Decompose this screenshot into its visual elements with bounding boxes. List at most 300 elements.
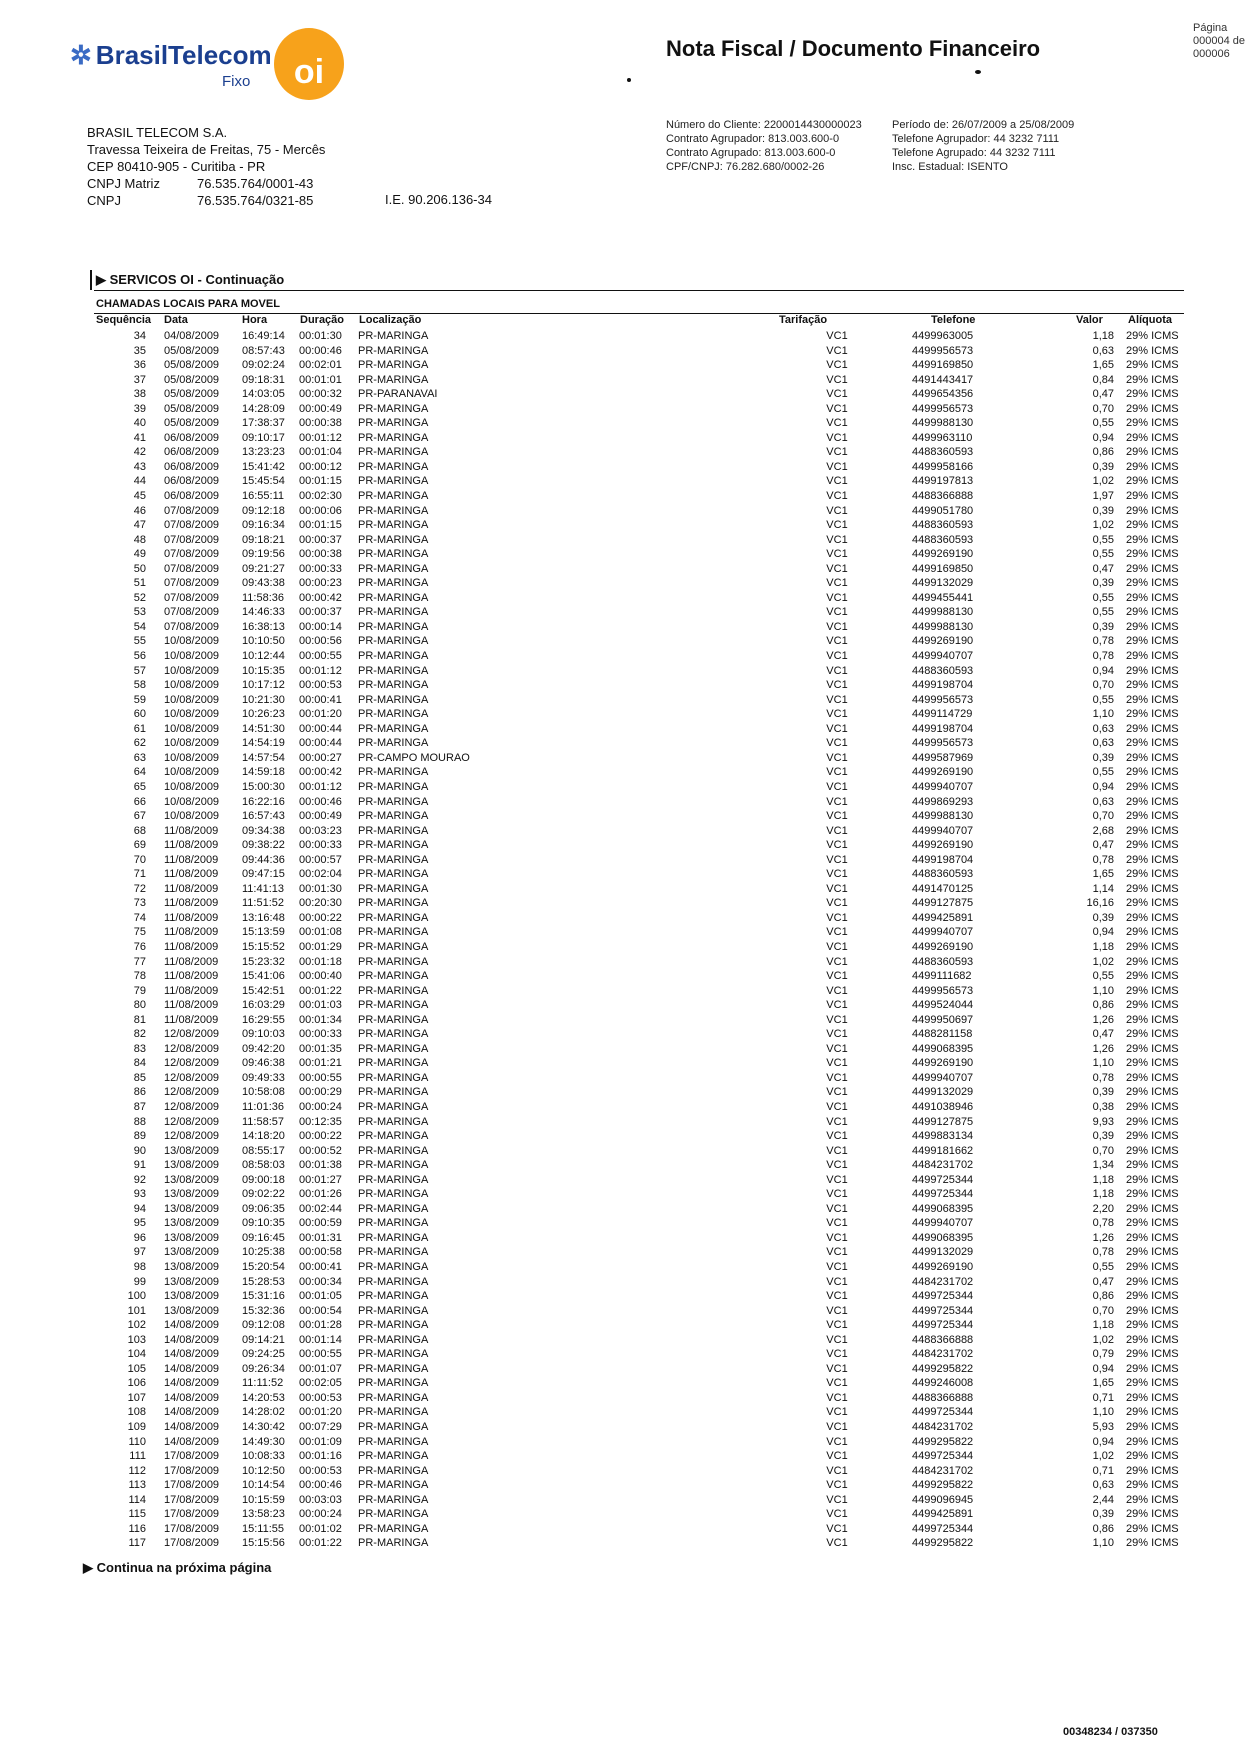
- duration-cell: 00:01:03: [299, 999, 342, 1012]
- tax-cell: 29% ICMS: [1126, 1231, 1179, 1244]
- value-cell: 0,94: [1092, 1435, 1114, 1448]
- column-header-aliquota: Alíquota: [1128, 314, 1172, 326]
- duration-cell: 00:00:55: [299, 650, 342, 663]
- table-row: [94, 1536, 1184, 1551]
- time-cell: 15:41:42: [242, 460, 285, 473]
- location-cell: PR-MARINGA: [358, 868, 429, 881]
- section-bar: [90, 270, 93, 290]
- page-current: 000004 de: [1193, 35, 1245, 47]
- time-cell: 09:02:22: [242, 1188, 285, 1201]
- client-info-left: [666, 118, 862, 174]
- table-row: [94, 765, 1184, 780]
- seq-cell: 92: [133, 1173, 146, 1186]
- value-cell: 1,14: [1092, 882, 1114, 895]
- date-cell: 06/08/2009: [164, 431, 220, 444]
- tax-cell: 29% ICMS: [1126, 330, 1179, 342]
- time-cell: 09:12:08: [242, 1319, 285, 1332]
- tariff-cell: VC1: [826, 490, 848, 503]
- phone-cell: 4488360593: [912, 519, 974, 532]
- value-cell: 0,63: [1092, 344, 1114, 357]
- tariff-cell: VC1: [826, 708, 848, 721]
- tax-cell: 29% ICMS: [1126, 940, 1179, 953]
- seq-cell: 57: [133, 664, 146, 677]
- phone-cell: 4499197813: [912, 475, 974, 488]
- date-cell: 05/08/2009: [164, 359, 220, 372]
- table-row: [94, 533, 1184, 548]
- location-cell: PR-MARINGA: [358, 359, 429, 372]
- tariff-cell: VC1: [826, 1421, 848, 1434]
- table-row: [94, 955, 1184, 970]
- date-cell: 06/08/2009: [164, 460, 220, 473]
- time-cell: 15:45:54: [242, 475, 285, 488]
- location-cell: PR-MARINGA: [358, 533, 429, 546]
- date-cell: 05/08/2009: [164, 402, 220, 415]
- table-row: [94, 1493, 1184, 1508]
- duration-cell: 00:01:15: [299, 519, 342, 532]
- phone-cell: 4499246008: [912, 1377, 974, 1390]
- seq-cell: 109: [127, 1421, 146, 1434]
- tariff-cell: VC1: [826, 810, 848, 823]
- phone-cell: 4499068395: [912, 1042, 974, 1055]
- time-cell: 15:13:59: [242, 926, 285, 939]
- column-header-hora: Hora: [242, 314, 268, 326]
- tax-cell: 29% ICMS: [1126, 431, 1179, 444]
- value-cell: 0,79: [1092, 1348, 1114, 1361]
- duration-cell: 00:00:49: [299, 402, 342, 415]
- location-cell: PR-MARINGA: [358, 955, 429, 968]
- time-cell: 15:23:32: [242, 955, 285, 968]
- date-cell: 07/08/2009: [164, 606, 220, 619]
- table-row: [94, 925, 1184, 940]
- date-cell: 07/08/2009: [164, 504, 220, 517]
- phone-cell: 4499988130: [912, 810, 974, 823]
- time-cell: 16:03:29: [242, 999, 285, 1012]
- value-cell: 0,55: [1092, 1261, 1114, 1273]
- location-cell: PR-MARINGA: [358, 562, 429, 575]
- time-cell: 15:20:54: [242, 1261, 285, 1273]
- tariff-cell: VC1: [826, 635, 848, 648]
- duration-cell: 00:00:40: [299, 970, 342, 983]
- seq-cell: 105: [127, 1362, 146, 1375]
- duration-cell: 00:00:44: [299, 722, 342, 735]
- duration-cell: 00:00:42: [299, 591, 342, 604]
- phone-cell: 4499956573: [912, 737, 974, 750]
- seq-cell: 34: [133, 330, 146, 342]
- duration-cell: 00:01:35: [299, 1042, 342, 1055]
- table-title: CHAMADAS LOCAIS PARA MOVEL: [96, 298, 280, 310]
- phone-cell: 4499295822: [912, 1479, 974, 1492]
- phone-cell: 4499181662: [912, 1144, 974, 1157]
- tax-cell: 29% ICMS: [1126, 1246, 1179, 1259]
- seq-cell: 48: [133, 533, 146, 546]
- table-row: [94, 634, 1184, 649]
- location-cell: PR-MARINGA: [358, 548, 429, 561]
- table-row: [94, 562, 1184, 577]
- duration-cell: 00:00:33: [299, 1028, 342, 1041]
- date-cell: 04/08/2009: [164, 330, 220, 342]
- table-row: [94, 1100, 1184, 1115]
- value-cell: 0,94: [1092, 431, 1114, 444]
- location-cell: PR-MARINGA: [358, 679, 429, 692]
- tax-cell: 29% ICMS: [1126, 548, 1179, 561]
- tariff-cell: VC1: [826, 577, 848, 590]
- value-cell: 0,55: [1092, 606, 1114, 619]
- tariff-cell: VC1: [826, 1202, 848, 1215]
- tax-cell: 29% ICMS: [1126, 1508, 1179, 1521]
- date-cell: 12/08/2009: [164, 1100, 220, 1113]
- seq-cell: 74: [133, 911, 146, 924]
- tariff-cell: VC1: [826, 911, 848, 924]
- time-cell: 09:46:38: [242, 1057, 285, 1070]
- seq-cell: 53: [133, 606, 146, 619]
- seq-cell: 73: [133, 897, 146, 910]
- seq-cell: 42: [133, 446, 146, 459]
- date-cell: 11/08/2009: [164, 897, 219, 910]
- time-cell: 11:58:36: [242, 591, 285, 604]
- seq-cell: 93: [133, 1188, 146, 1201]
- inscricao-estadual: I.E. 90.206.136-34: [385, 192, 492, 207]
- time-cell: 09:26:34: [242, 1362, 285, 1375]
- section-title: ▶ SERVICOS OI - Continuação: [96, 272, 285, 287]
- value-cell: 0,47: [1092, 388, 1114, 401]
- duration-cell: 00:00:38: [299, 548, 342, 561]
- table-row: [94, 940, 1184, 955]
- value-cell: 1,65: [1092, 359, 1114, 372]
- phone-cell: 4499295822: [912, 1537, 974, 1550]
- tax-cell: 29% ICMS: [1126, 620, 1179, 633]
- duration-cell: 00:00:58: [299, 1246, 342, 1259]
- tax-cell: 29% ICMS: [1126, 533, 1179, 546]
- table-row: [94, 1347, 1184, 1362]
- phone-cell: 4484231702: [912, 1421, 974, 1434]
- location-cell: PR-MARINGA: [358, 1479, 429, 1492]
- phone-cell: 4499096945: [912, 1493, 974, 1506]
- location-cell: PR-MARINGA: [358, 1333, 429, 1346]
- tariff-cell: VC1: [826, 868, 848, 881]
- tax-cell: 29% ICMS: [1126, 1261, 1179, 1273]
- time-cell: 15:41:06: [242, 970, 285, 983]
- table-row: [94, 474, 1184, 489]
- tariff-cell: VC1: [826, 1144, 848, 1157]
- table-row: [94, 1115, 1184, 1130]
- location-cell: PR-MARINGA: [358, 1537, 429, 1550]
- time-cell: 09:16:34: [242, 519, 285, 532]
- tax-cell: 29% ICMS: [1126, 1348, 1179, 1361]
- table-row: [94, 1391, 1184, 1406]
- brasil-telecom-logo: [70, 28, 360, 98]
- brand-sub: Fixo: [222, 73, 251, 90]
- seq-cell: 101: [127, 1304, 146, 1317]
- seq-cell: 110: [128, 1435, 146, 1448]
- table-row: [94, 1216, 1184, 1231]
- location-cell: PR-MARINGA: [358, 970, 429, 983]
- tax-cell: 29% ICMS: [1126, 853, 1179, 866]
- location-cell: PR-MARINGA: [358, 460, 429, 473]
- value-cell: 0,86: [1092, 446, 1114, 459]
- tariff-cell: VC1: [826, 373, 848, 386]
- date-cell: 14/08/2009: [164, 1406, 220, 1419]
- duration-cell: 00:01:07: [299, 1362, 342, 1375]
- phone-cell: 4499169850: [912, 359, 974, 372]
- time-cell: 10:26:23: [242, 708, 285, 721]
- phone-cell: 4499269190: [912, 839, 974, 852]
- value-cell: 1,10: [1092, 1057, 1114, 1070]
- tariff-cell: VC1: [826, 1057, 848, 1070]
- page-total: 000006: [1193, 48, 1230, 60]
- tariff-cell: VC1: [826, 780, 848, 793]
- seq-cell: 66: [133, 795, 146, 808]
- date-cell: 12/08/2009: [164, 1042, 220, 1055]
- location-cell: PR-MARINGA: [358, 1100, 429, 1113]
- location-cell: PR-MARINGA: [358, 490, 429, 503]
- duration-cell: 00:00:32: [299, 388, 342, 401]
- cnpj-matriz-row: [87, 175, 325, 192]
- table-row: [94, 431, 1184, 446]
- seq-cell: 86: [133, 1086, 146, 1099]
- table-row: [94, 1085, 1184, 1100]
- duration-cell: 00:01:02: [299, 1522, 342, 1535]
- seq-cell: 67: [133, 810, 146, 823]
- value-cell: 2,20: [1092, 1202, 1114, 1215]
- table-row: [94, 1522, 1184, 1537]
- location-cell: PR-MARINGA: [358, 999, 429, 1012]
- phone-cell: 4499869293: [912, 795, 974, 808]
- phone-cell: 4499963110: [912, 431, 973, 444]
- time-cell: 16:49:14: [242, 330, 285, 342]
- time-cell: 09:06:35: [242, 1202, 285, 1215]
- time-cell: 10:17:12: [242, 679, 285, 692]
- time-cell: 10:58:08: [242, 1086, 285, 1099]
- seq-cell: 46: [133, 504, 146, 517]
- phone-cell: 4488366888: [912, 490, 974, 503]
- tax-cell: 29% ICMS: [1126, 795, 1179, 808]
- phone-cell: 4488281158: [912, 1028, 973, 1041]
- duration-cell: 00:20:30: [299, 897, 342, 910]
- tariff-cell: VC1: [826, 940, 848, 953]
- location-cell: PR-MARINGA: [358, 1115, 429, 1128]
- table-row: [94, 504, 1184, 519]
- value-cell: 1,65: [1092, 1377, 1114, 1390]
- seq-cell: 84: [133, 1057, 146, 1070]
- phone-cell: 4491038946: [912, 1100, 974, 1113]
- location-cell: PR-MARINGA: [358, 1391, 429, 1404]
- date-cell: 05/08/2009: [164, 388, 220, 401]
- location-cell: PR-MARINGA: [358, 1028, 429, 1041]
- time-cell: 14:30:42: [242, 1421, 285, 1434]
- table-row: [94, 1304, 1184, 1319]
- company-name: BRASIL TELECOM S.A.: [87, 125, 228, 140]
- table-row: [94, 416, 1184, 431]
- location-cell: PR-MARINGA: [358, 693, 429, 706]
- tax-cell: 29% ICMS: [1126, 1304, 1179, 1317]
- phone-cell: 4499295822: [912, 1435, 974, 1448]
- tariff-cell: VC1: [826, 839, 848, 852]
- duration-cell: 00:00:41: [299, 1261, 342, 1273]
- value-cell: 0,39: [1092, 504, 1114, 517]
- date-cell: 13/08/2009: [164, 1231, 220, 1244]
- phone-cell: 4499725344: [912, 1290, 974, 1303]
- tax-cell: 29% ICMS: [1126, 882, 1179, 895]
- value-cell: 1,02: [1092, 519, 1114, 532]
- table-row: [94, 445, 1184, 460]
- value-cell: 0,70: [1092, 402, 1114, 415]
- location-cell: PR-MARINGA: [358, 431, 429, 444]
- duration-cell: 00:00:55: [299, 1348, 342, 1361]
- tax-cell: 29% ICMS: [1126, 650, 1179, 663]
- tariff-cell: VC1: [826, 650, 848, 663]
- value-cell: 2,68: [1092, 824, 1114, 837]
- tariff-cell: VC1: [826, 1304, 848, 1317]
- time-cell: 15:32:36: [242, 1304, 285, 1317]
- column-header-valor: Valor: [1076, 314, 1103, 326]
- table-top-rule: [94, 290, 1184, 291]
- phone-cell: 4491470125: [912, 882, 974, 895]
- tariff-cell: VC1: [826, 1377, 848, 1390]
- table-row: [94, 1173, 1184, 1188]
- location-cell: PR-MARINGA: [358, 1013, 429, 1026]
- phone-cell: 4499940707: [912, 1071, 974, 1084]
- value-cell: 1,65: [1092, 868, 1114, 881]
- time-cell: 14:54:19: [242, 737, 285, 750]
- tariff-cell: VC1: [826, 562, 848, 575]
- duration-cell: 00:00:55: [299, 1071, 342, 1084]
- duration-cell: 00:01:12: [299, 431, 342, 444]
- tax-cell: 29% ICMS: [1126, 402, 1179, 415]
- location-cell: PR-MARINGA: [358, 519, 429, 532]
- duration-cell: 00:00:41: [299, 693, 342, 706]
- tax-cell: 29% ICMS: [1126, 926, 1179, 939]
- table-row: [94, 373, 1184, 388]
- date-cell: 07/08/2009: [164, 519, 220, 532]
- table-row: [94, 1071, 1184, 1086]
- table-row: [94, 591, 1184, 606]
- date-cell: 13/08/2009: [164, 1202, 220, 1215]
- date-cell: 11/08/2009: [164, 824, 219, 837]
- phone-cell: 4484231702: [912, 1275, 974, 1288]
- duration-cell: 00:01:15: [299, 475, 342, 488]
- tax-cell: 29% ICMS: [1126, 1144, 1179, 1157]
- duration-cell: 00:02:30: [299, 490, 342, 503]
- seq-cell: 99: [133, 1275, 146, 1288]
- phone-cell: 4499068395: [912, 1202, 974, 1215]
- phone-cell: 4499725344: [912, 1188, 974, 1201]
- duration-cell: 00:01:31: [299, 1231, 342, 1244]
- location-cell: PR-CAMPO MOURAO: [358, 751, 470, 764]
- location-cell: PR-PARANAVAI: [358, 388, 438, 401]
- seq-cell: 90: [133, 1144, 146, 1157]
- duration-cell: 00:01:20: [299, 708, 342, 721]
- duration-cell: 00:00:14: [299, 620, 342, 633]
- time-cell: 09:19:56: [242, 548, 285, 561]
- time-cell: 10:08:33: [242, 1450, 285, 1463]
- duration-cell: 00:01:22: [299, 1537, 342, 1550]
- tariff-cell: VC1: [826, 926, 848, 939]
- tax-cell: 29% ICMS: [1126, 897, 1179, 910]
- tariff-cell: VC1: [826, 475, 848, 488]
- tax-cell: 29% ICMS: [1126, 577, 1179, 590]
- duration-cell: 00:07:29: [299, 1421, 342, 1434]
- seq-cell: 70: [133, 853, 146, 866]
- time-cell: 14:18:20: [242, 1130, 285, 1143]
- location-cell: PR-MARINGA: [358, 1231, 429, 1244]
- date-cell: 11/08/2009: [164, 1013, 219, 1026]
- tax-cell: 29% ICMS: [1126, 519, 1179, 532]
- tariff-cell: VC1: [826, 853, 848, 866]
- tax-cell: 29% ICMS: [1126, 1028, 1179, 1041]
- time-cell: 14:49:30: [242, 1435, 285, 1448]
- tariff-cell: VC1: [826, 1013, 848, 1026]
- table-row: [94, 1405, 1184, 1420]
- seq-cell: 91: [133, 1159, 146, 1172]
- value-cell: 0,78: [1092, 635, 1114, 648]
- seq-cell: 103: [127, 1333, 146, 1346]
- duration-cell: 00:00:29: [299, 1086, 342, 1099]
- table-row: [94, 547, 1184, 562]
- location-cell: PR-MARINGA: [358, 1188, 429, 1201]
- seq-cell: 47: [133, 519, 146, 532]
- phone-cell: 4499269190: [912, 766, 974, 779]
- tariff-cell: VC1: [826, 504, 848, 517]
- location-cell: PR-MARINGA: [358, 1377, 429, 1390]
- duration-cell: 00:00:22: [299, 1130, 342, 1143]
- date-cell: 06/08/2009: [164, 475, 220, 488]
- phone-cell: 4499524044: [912, 999, 974, 1012]
- value-cell: 0,47: [1092, 1275, 1114, 1288]
- value-cell: 0,71: [1092, 1464, 1114, 1477]
- tax-cell: 29% ICMS: [1126, 1275, 1179, 1288]
- seq-cell: 83: [133, 1042, 146, 1055]
- location-cell: PR-MARINGA: [358, 1275, 429, 1288]
- duration-cell: 00:00:46: [299, 795, 342, 808]
- duration-cell: 00:01:30: [299, 882, 342, 895]
- tariff-cell: VC1: [826, 1391, 848, 1404]
- tax-cell: 29% ICMS: [1126, 1435, 1179, 1448]
- date-cell: 11/08/2009: [164, 984, 219, 997]
- seq-cell: 76: [133, 940, 146, 953]
- seq-cell: 79: [133, 984, 146, 997]
- location-cell: PR-MARINGA: [358, 1144, 429, 1157]
- table-row: [94, 809, 1184, 824]
- value-cell: 0,94: [1092, 780, 1114, 793]
- table-row: [94, 1202, 1184, 1217]
- location-cell: PR-MARINGA: [358, 1348, 429, 1361]
- duration-cell: 00:00:23: [299, 577, 342, 590]
- location-cell: PR-MARINGA: [358, 664, 429, 677]
- time-cell: 10:12:50: [242, 1464, 285, 1477]
- phone-cell: 4488366888: [912, 1391, 974, 1404]
- tariff-cell: VC1: [826, 519, 848, 532]
- date-cell: 11/08/2009: [164, 868, 219, 881]
- date-cell: 14/08/2009: [164, 1421, 220, 1434]
- seq-cell: 85: [133, 1071, 146, 1084]
- location-cell: PR-MARINGA: [358, 1071, 429, 1084]
- tariff-cell: VC1: [826, 1159, 848, 1172]
- date-cell: 10/08/2009: [164, 751, 220, 764]
- table-row: [94, 1449, 1184, 1464]
- table-row: [94, 722, 1184, 737]
- location-cell: PR-MARINGA: [358, 1159, 429, 1172]
- table-row: [94, 882, 1184, 897]
- location-cell: PR-MARINGA: [358, 780, 429, 793]
- company-address-1: Travessa Teixeira de Freitas, 75 - Mercês: [87, 142, 326, 157]
- table-row: [94, 1260, 1184, 1275]
- value-cell: 1,97: [1092, 490, 1114, 503]
- time-cell: 14:46:33: [242, 606, 285, 619]
- duration-cell: 00:03:23: [299, 824, 342, 837]
- seq-cell: 98: [133, 1261, 146, 1273]
- table-row: [94, 1144, 1184, 1159]
- value-cell: 1,02: [1092, 475, 1114, 488]
